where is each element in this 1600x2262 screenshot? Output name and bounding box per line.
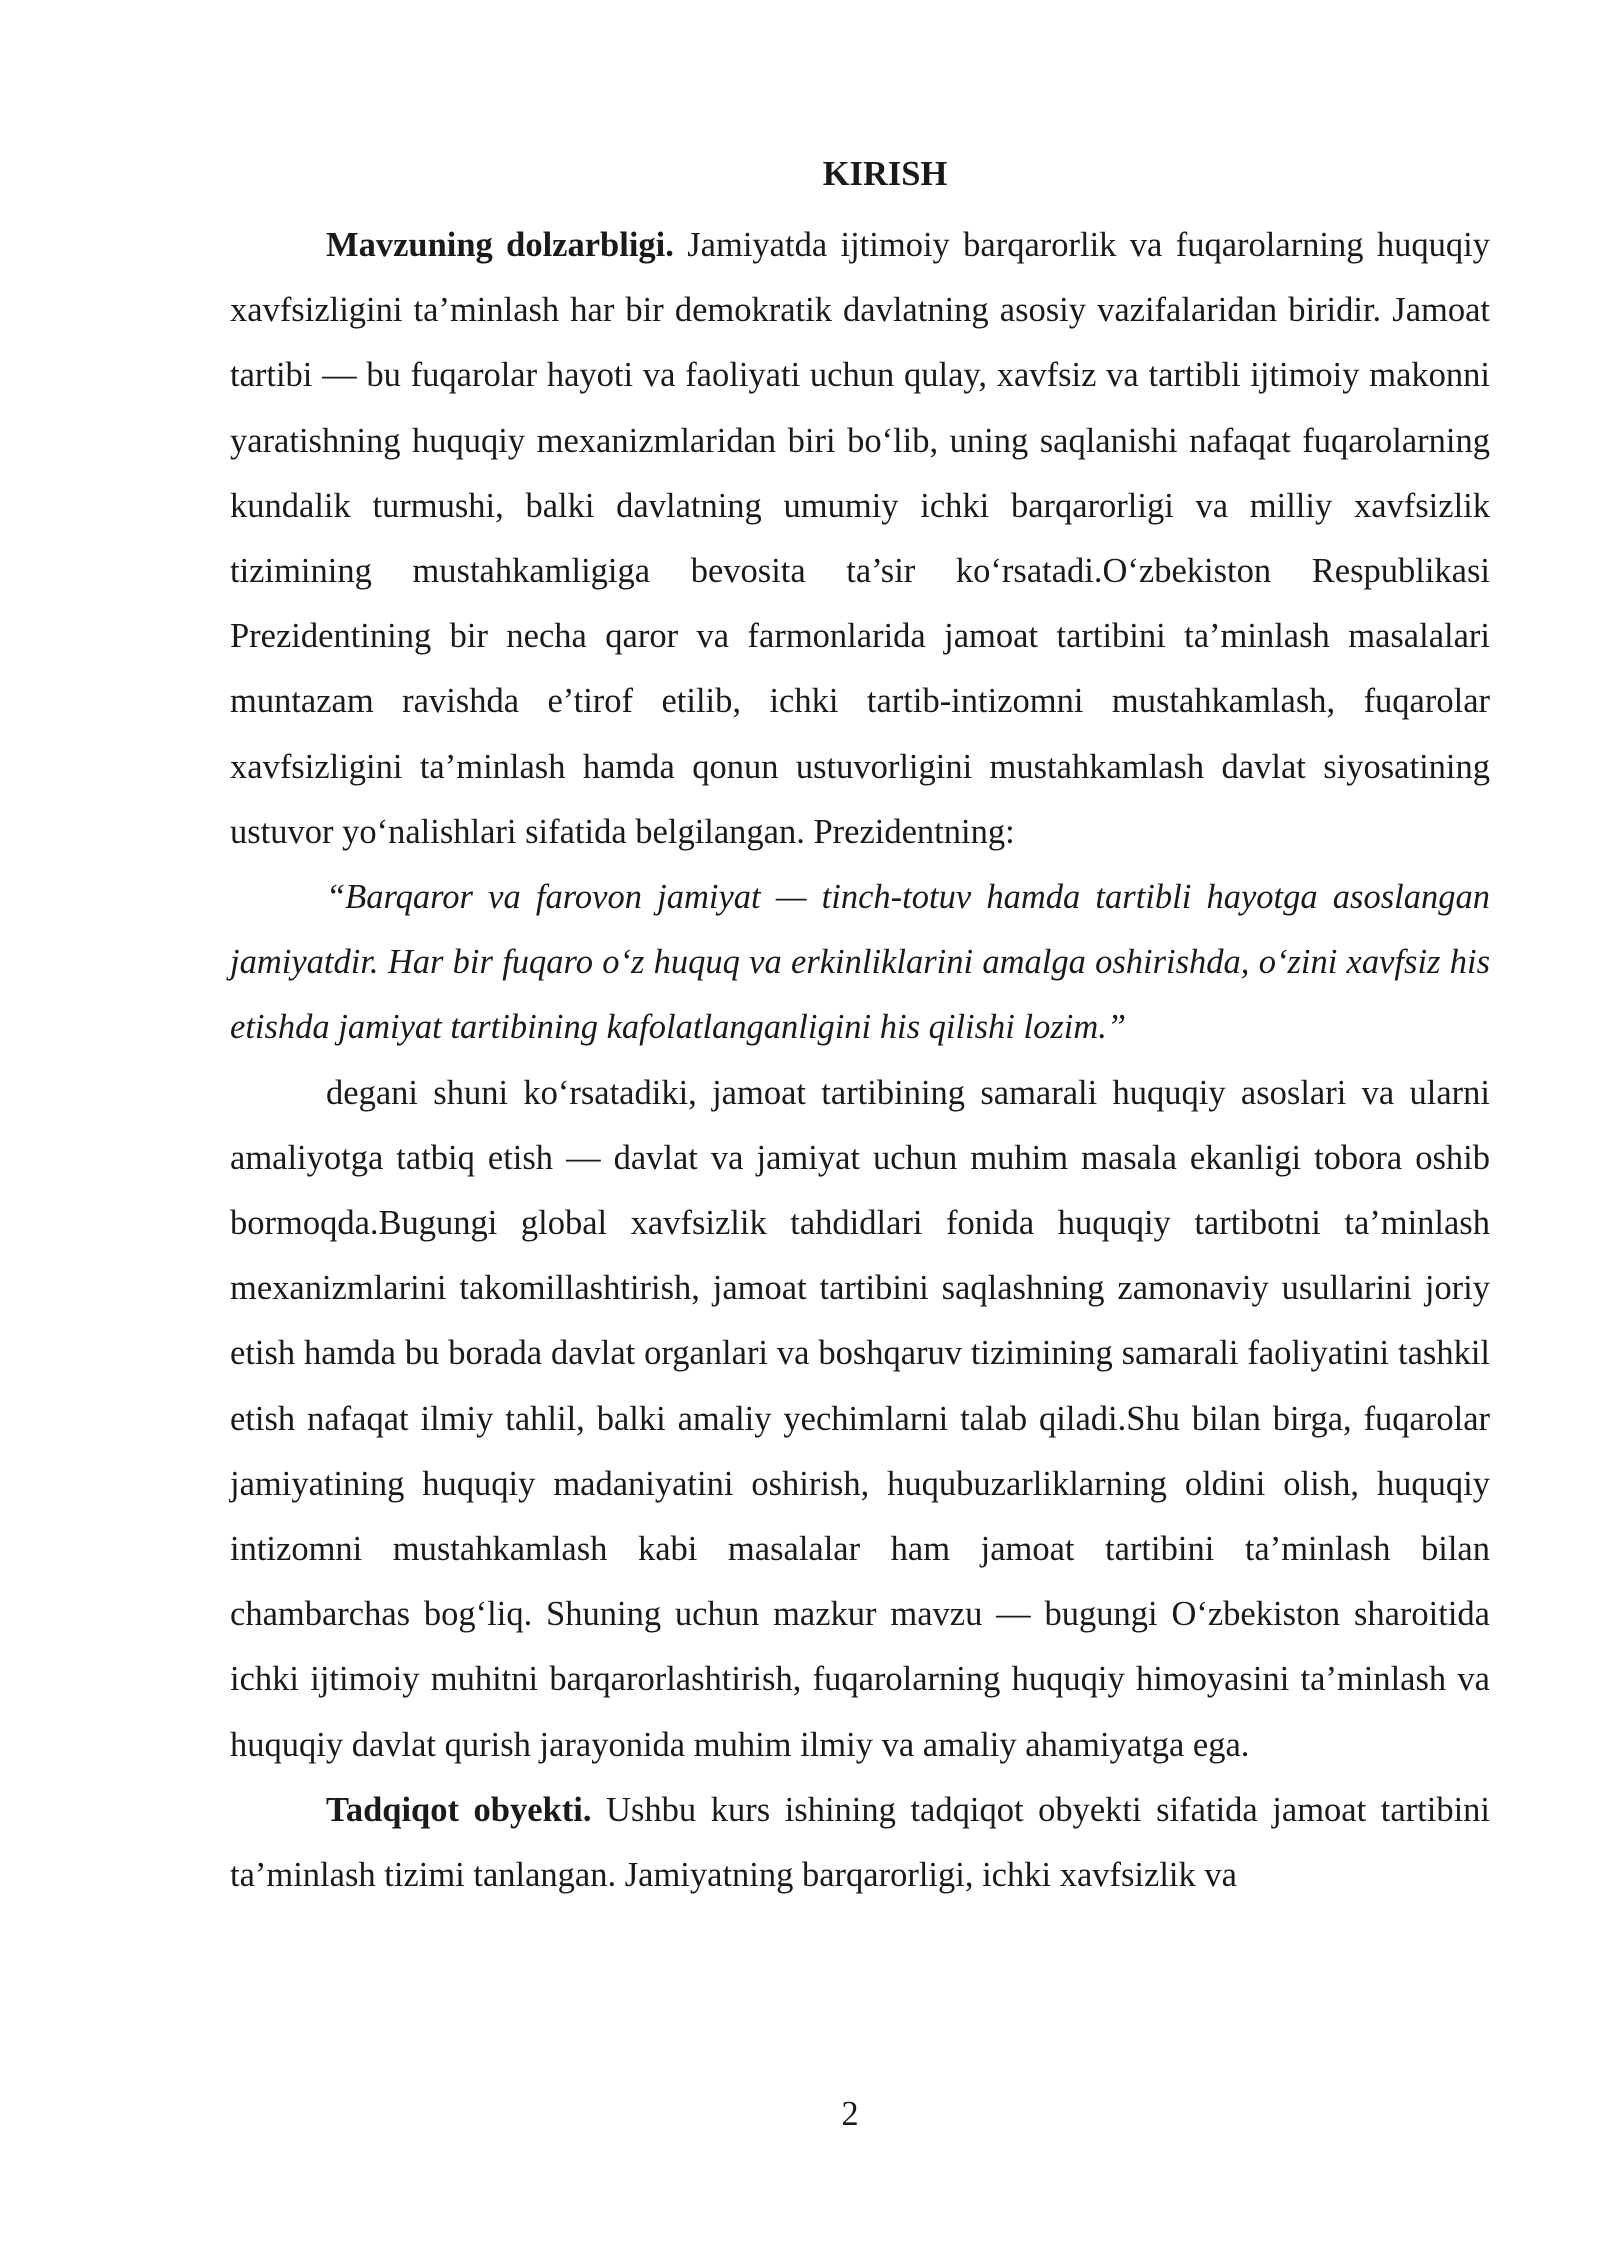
presidential-quote: “Barqaror va farovon jamiyat — tinch-totuv hamda tartibli hayotga asoslangan jamiyatdir. Har bir fuqaro o‘z huquq va erkinliklarini amalga oshirishda, o‘zini xavfsiz his etishda jamiyat tartibining kafolatlanganligini his qilishi lozim.” [230,878,1490,1047]
paragraph-quote-commentary: degani shuni ko‘rsatadiki, jamoat tartibining samarali huquqiy asoslari va ularni amaliyotga tatbiq etish — davlat va jamiyat uchun muhim masala ekanligi tobora oshib bormoqda.Bugungi global xavfsizlik tahdidlari fonida huquqiy tartibotni ta’minlash mexanizmlarini takomillashtirish, jamoat tartibini saqlashning zamonaviy usullarini joriy etish hamda bu borada davlat organlari va boshqaruv tizimining samarali faoliyatini tashkil etish nafaqat ilmiy tahlil, balki amaliy yechimlarni talab qiladi.Shu bilan birga, fuqarolar jamiyatining huquqiy madaniyatini oshirish, huqubuzarliklarning oldini olish, huquqiy intizomni mustahkamlash kabi masalalar ham jamoat tartibini ta’minlash bilan chambarchas bog‘liq. Shuning uchun mazkur mavzu — bugungi O‘zbekiston sharoitida ichki ijtimoiy muhitni barqarorlashtirish, fuqarolarning huquqiy himoyasini ta’minlash va huquqiy davlat qurish jarayonida muhim ilmiy va amaliy ahamiyatga ega. [230,1073,1490,1764]
paragraph-text: Jamiyatda ijtimoiy barqarorlik va fuqarolarning huquqiy xavfsizligini ta’minlash har bir demokratik davlatning asosiy vazifalaridan biridir. Jamoat tartibi — bu fuqarolar hayoti va faoliyati uchun qulay, xavfsiz va tartibli ijtimoiy makonni yaratishning huquqiy mexanizmlaridan biri bo‘lib, uning saqlanishi nafaqat fuqarolarning kundalik turmushi, balki davlatning umumiy ichki barqarorligi va milliy xavfsizlik tizimining mustahkamligiga bevosita ta’sir ko‘rsatadi.O‘zbekiston Respublikasi Prezidentining bir necha qaror va farmonlarida jamoat tartibini ta’minlash masalalari muntazam ravishda e’tirof etilib, ichki tartib-intizomni mustahkamlash, fuqarolar xavfsizligini ta’minlash hamda qonun ustuvorligini mustahkamlash davlat siyosatining ustuvor yo‘nalishlari sifatida belgilangan. Prezidentning: [230,226,1490,851]
section-heading: KIRISH [822,155,948,193]
page-number: 2 [841,2095,859,2133]
paragraph-relevance [230,213,1490,865]
run-in-heading-relevance: Mavzuning dolzarbligi. [326,226,674,264]
run-in-heading-research-object: Tadqiqot obyekti. [326,1790,592,1829]
paragraph-research-object [230,1778,1490,1908]
page-content [230,148,1490,1908]
paragraph-text: Ushbu kurs ishining tadqiqot obyekti sifatida jamoat tartibini ta’minlash tizimi tanlangan. Jamiyatning barqarorligi, ichki xavfsizlik va [230,1790,1490,1895]
